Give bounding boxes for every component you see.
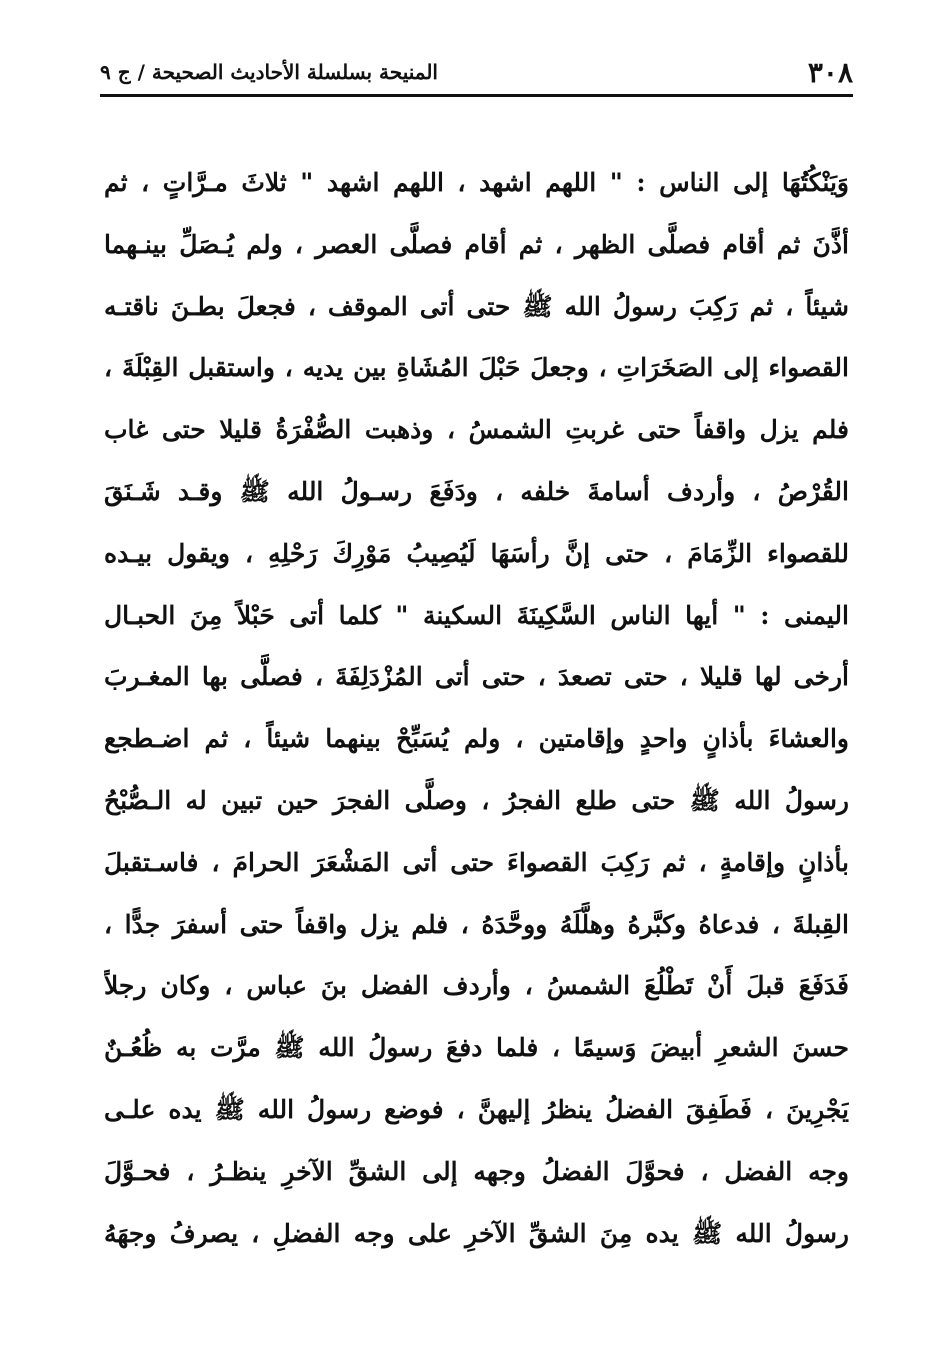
running-header-title: المنيحة بسلسلة الأحاديث الصحيحة / ج ٩ [100, 60, 438, 84]
text-line: القِبلةَ ، فدعاهُ وكبَّرهُ وهلَّلَهُ ووحَّدَهُ ، فلم يزل واقفاً حتى أسفرَ جدًّا ، [104, 909, 849, 939]
text-line: فَدَفَعَ قبلَ أَنْ تَطْلُعَ الشمسُ ، وأردف الفضل بنَ عباس ، وكان رجلاً [104, 971, 849, 1001]
header-divider [100, 94, 853, 97]
text-line: شيئاً ، ثم رَكِبَ رسولُ الله ﷺ حتى أتى الموقف ، فجعلَ بطـنَ ناقتـه [104, 291, 849, 321]
text-line: القُرْصُ ، وأردف أسامةَ خلفه ، ودَفَعَ رسـولُ الله ﷺ وقـد شَـنَقَ [104, 476, 849, 506]
text-line: وَيَنْكُتُهَا إلى الناس : " اللهم اشهد ، اللهم اشهد " ثلاثَ مـرَّاتٍ ، ثم [104, 168, 849, 197]
text-line: أذَّنَ ثم أقام فصلَّى الظهر ، ثم أقام فصلَّى العصر ، ولم يُـصَلِّ بينـهما [104, 229, 849, 259]
page-number: ٣٠٨ [807, 55, 853, 89]
text-line: فلم يزل واقفاً حتى غربتِ الشمسُ ، وذهبت الصُّفْرَةُ قليلا حتى غاب [104, 415, 849, 445]
text-line: والعشاءَ بأذانٍ واحدٍ وإقامتين ، ولم يُسَبِّحْ بينهما شيئاً ، ثم اضـطجع [104, 724, 849, 754]
running-header [100, 52, 853, 92]
text-line: القصواء إلى الصَخَرَاتِ ، وجعلَ حَبْلَ المُشَاةِ بين يديه ، واستقبل القِبْلَةَ ، [104, 353, 849, 383]
text-line: حسنَ الشعرِ أبيضَ وَسيمًا ، فلما دفعَ رسولُ الله ﷺ مرَّت به ظُعُـنٌ [104, 1033, 849, 1063]
text-line: للقصواء الزِّمَامَ ، حتى إنَّ رأسَهَا لَيُصِيبُ مَوْرِكَ رَحْلِهِ ، ويقول بيـده [104, 538, 849, 568]
text-line: وجه الفضل ، فحوَّلَ الفضلُ وجهه إلى الشقِّ الآخرِ ينظـرُ ، فحـوَّلَ [104, 1156, 849, 1186]
text-line: بأذانٍ وإقامةٍ ، ثم رَكِبَ القصواءَ حتى أتى المَشْعَرَ الحرامَ ، فاسـتقبلَ [104, 847, 849, 877]
text-line: أرخى لها قليلا ، حتى تصعدَ ، حتى أتى المُزْدَلِفَةَ ، فصلَّى بها المغـربَ [104, 662, 849, 692]
text-line: رسولُ الله ﷺ حتى طلع الفجرُ ، وصلَّى الفجرَ حين تبين له الـصُّبْحُ [104, 785, 849, 815]
text-line: رسولُ الله ﷺ يده مِنَ الشقِّ الآخرِ على وجه الفضلِ ، يصرفُ وجهَهُ [104, 1218, 849, 1248]
text-line: اليمنى : " أيها الناس السَّكِينَةَ السكينة " كلما أتى حَبْلاً مِنَ الحبـال [104, 600, 849, 630]
hadith-text-block [104, 152, 849, 1264]
text-line: يَجْرِينَ ، فَطَفِقَ الفضلُ ينظرُ إليهنَّ ، فوضع رسولُ الله ﷺ يده علـى [104, 1094, 849, 1124]
